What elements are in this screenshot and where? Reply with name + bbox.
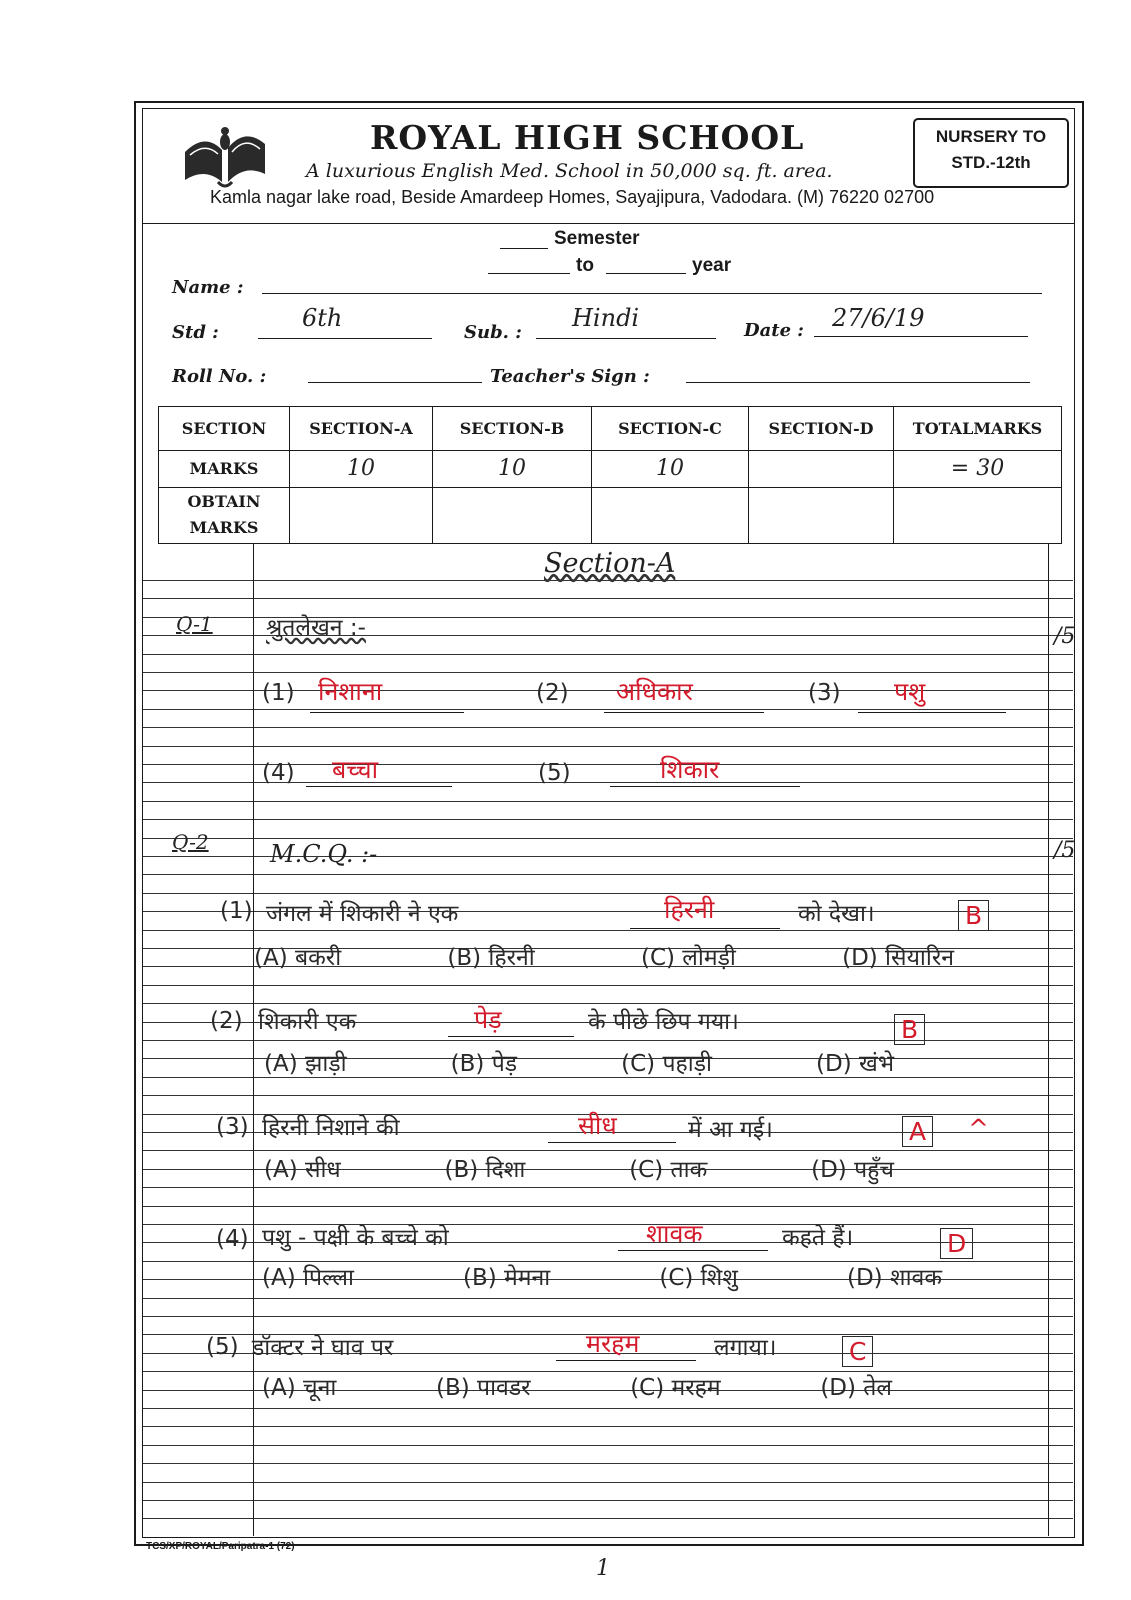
- ruled-line: [143, 1463, 1073, 1464]
- mcq-option: (B) दिशा: [444, 1157, 526, 1183]
- mcq-fill: पेड़: [474, 1005, 502, 1034]
- ruled-line: [143, 1500, 1073, 1501]
- mcq-option: (D) पहुँच: [811, 1157, 894, 1183]
- obtain-cell: [894, 487, 1062, 543]
- date-label: Date :: [744, 320, 804, 341]
- ruled-line: [143, 1040, 1073, 1041]
- ruled-line: [143, 819, 1073, 820]
- to-label: to: [576, 255, 594, 276]
- table-header-cell: SECTION-B: [433, 407, 592, 451]
- margin-line-left: [253, 544, 254, 1536]
- ruled-line: [143, 838, 1073, 839]
- date-field[interactable]: [814, 336, 1028, 337]
- teacher-sign-label: Teacher's Sign :: [490, 366, 650, 387]
- subject-value: Hindi: [572, 304, 640, 332]
- ruled-line: [143, 893, 1073, 894]
- school-name: ROYAL HIGH SCHOOL: [370, 118, 805, 157]
- ruled-line: [143, 746, 1073, 747]
- mcq-sentence-pre: पशु - पक्षी के बच्चे को: [262, 1225, 449, 1251]
- mcq-option: (A) बकरी: [254, 945, 342, 971]
- q1-marks: /5: [1054, 624, 1076, 649]
- mcq-tick-mark: ^: [968, 1114, 989, 1143]
- std-range-line1: NURSERY TO: [935, 127, 1047, 146]
- mcq-option: (C) शिशु: [659, 1265, 738, 1291]
- mcq-option: (C) लोमड़ी: [640, 945, 736, 971]
- mcq-option: (B) पावडर: [435, 1375, 531, 1401]
- mcq-option: (B) पेड़: [450, 1051, 518, 1077]
- obtain-cell: [290, 487, 433, 543]
- mcq-num: (5): [206, 1334, 239, 1360]
- page-number: 1: [596, 1556, 610, 1581]
- school-address: Kamla nagar lake road, Beside Amardeep Homes, Sayajipura, Vadodara. (M) 76220 02700: [210, 187, 935, 207]
- marks-table: [158, 406, 1062, 544]
- mcq-sentence-pre: डॉक्टर ने घाव पर: [252, 1335, 394, 1361]
- ruled-line: [143, 1408, 1073, 1409]
- std-label: Std :: [172, 322, 219, 343]
- roll-no-label: Roll No. :: [172, 366, 267, 387]
- mcq-option: (A) पिल्ला: [262, 1265, 354, 1291]
- q1-item-word: पशु: [894, 677, 926, 706]
- q2-marks: /5: [1054, 838, 1076, 863]
- school-tagline: A luxurious English Med. School in 50,000 sq. ft. area.: [306, 160, 833, 182]
- q1-item-word: निशाना: [318, 677, 383, 706]
- mcq-option: (C) मरहम: [630, 1375, 721, 1401]
- marks-cell: 10: [290, 451, 433, 487]
- mcq-options: [264, 1152, 894, 1184]
- date-value: 27/6/19: [832, 304, 925, 332]
- name-label: Name :: [172, 277, 244, 298]
- mcq-answer-box: D: [940, 1228, 973, 1259]
- q1-number: Q-1: [176, 612, 213, 636]
- q1-title: श्रुतलेखन :-: [266, 615, 366, 641]
- obtain-cell: [749, 487, 894, 543]
- mcq-sentence-pre: जंगल में शिकारी ने एक: [266, 901, 459, 927]
- name-field[interactable]: [262, 293, 1042, 294]
- ruled-line: [143, 672, 1073, 673]
- q1-item-word: शिकार: [660, 755, 720, 784]
- marks-cell: [749, 451, 894, 487]
- table-header-cell: SECTION: [159, 407, 290, 451]
- mcq-fill: शावक: [646, 1219, 703, 1248]
- q1-item-num: (5): [538, 760, 571, 786]
- q1-item-num: (2): [536, 680, 569, 706]
- ruled-line: [143, 1150, 1073, 1151]
- mcq-option: (A) सीध: [264, 1157, 341, 1183]
- std-range-line2: STD.-12th: [951, 153, 1031, 172]
- mcq-option: (B) हिरनी: [447, 945, 535, 971]
- total-marks-cell: = 30: [894, 451, 1062, 487]
- ruled-line: [143, 727, 1073, 728]
- marks-cell: 10: [592, 451, 749, 487]
- ruled-line: [143, 1445, 1073, 1446]
- section-title: Section-A: [544, 548, 676, 579]
- obtain-label-line1: OBTAIN: [187, 492, 261, 512]
- mcq-answer-box: B: [894, 1014, 925, 1045]
- subject-label: Sub. :: [464, 322, 522, 343]
- mcq-option: (D) सियारिन: [842, 945, 954, 971]
- table-header-cell: SECTION-C: [592, 407, 749, 451]
- obtain-label-line2: MARKS: [189, 518, 259, 538]
- mcq-num: (2): [210, 1008, 243, 1034]
- mcq-options: [262, 1260, 942, 1292]
- mcq-option: (C) पहाड़ी: [621, 1051, 712, 1077]
- ruled-line: [143, 1298, 1073, 1299]
- ruled-line: [143, 874, 1073, 875]
- std-field[interactable]: [258, 338, 432, 339]
- ruled-line: [143, 1095, 1073, 1096]
- mcq-option: (D) तेल: [820, 1375, 892, 1401]
- q2-number: Q-2: [172, 830, 209, 854]
- book-eagle-logo-icon: [180, 122, 270, 192]
- mcq-option: (A) झाड़ी: [264, 1051, 347, 1077]
- ruled-line: [143, 1426, 1073, 1427]
- ruled-line: [143, 1187, 1073, 1188]
- q1-item-num: (3): [808, 680, 841, 706]
- ruled-line: [143, 801, 1073, 802]
- ruled-line: [143, 580, 1073, 581]
- table-header-cell: SECTION-A: [290, 407, 433, 451]
- q2-title: M.C.Q. :-: [270, 840, 378, 868]
- mcq-sentence-pre: शिकारी एक: [258, 1009, 357, 1035]
- std-range-badge: [913, 118, 1069, 188]
- header-divider: [143, 223, 1074, 224]
- q1-item-word: अधिकार: [616, 677, 693, 706]
- mcq-sentence-post: के पीछे छिप गया।: [588, 1009, 739, 1035]
- obtain-marks-label: [159, 487, 290, 543]
- mcq-num: (3): [216, 1114, 249, 1140]
- ruled-line: [143, 1316, 1073, 1317]
- obtain-cell: [433, 487, 592, 543]
- subject-field[interactable]: [536, 338, 716, 339]
- obtain-cell: [592, 487, 749, 543]
- teacher-sign-field[interactable]: [686, 382, 1030, 383]
- year-label: year: [692, 255, 732, 276]
- mcq-options: [262, 1370, 892, 1402]
- mcq-options: [254, 940, 954, 972]
- mcq-options: [264, 1046, 894, 1078]
- ruled-line: [143, 1518, 1073, 1519]
- mcq-option: (D) शावक: [846, 1265, 942, 1291]
- mcq-sentence-post: कहते हैं।: [782, 1225, 854, 1251]
- ruled-line: [143, 709, 1073, 710]
- mcq-answer-box: B: [958, 900, 989, 931]
- form-code: TCS/XP/ROYAL/Paripatra-1 (72): [146, 1541, 295, 1552]
- marks-cell: 10: [433, 451, 592, 487]
- ruled-line: [143, 654, 1073, 655]
- mcq-answer-box: A: [902, 1116, 933, 1147]
- roll-no-field[interactable]: [308, 382, 482, 383]
- marks-row-label: MARKS: [159, 451, 290, 487]
- mcq-sentence-post: को देखा।: [798, 901, 875, 927]
- table-header-cell: TOTALMARKS: [894, 407, 1062, 451]
- mcq-num: (4): [216, 1226, 249, 1252]
- ruled-line: [143, 985, 1073, 986]
- mcq-fill: मरहम: [586, 1329, 640, 1358]
- mcq-option: (D) खंभे: [816, 1051, 894, 1077]
- mcq-option: (C) ताक: [629, 1157, 708, 1183]
- ruled-line: [143, 598, 1073, 599]
- q1-item-num: (4): [262, 760, 295, 786]
- mcq-num: (1): [220, 898, 253, 924]
- margin-line-right: [1048, 544, 1049, 1536]
- mcq-sentence-post: में आ गई।: [688, 1117, 773, 1143]
- mcq-fill: हिरनी: [664, 895, 715, 924]
- table-header-cell: SECTION-D: [749, 407, 894, 451]
- mcq-option: (A) चूना: [262, 1375, 337, 1401]
- mcq-fill: सीध: [578, 1111, 617, 1140]
- mcq-option: (B) मेमना: [463, 1265, 551, 1291]
- std-value: 6th: [302, 304, 343, 332]
- q1-item-num: (1): [262, 680, 295, 706]
- semester-label: Semester: [554, 228, 640, 249]
- mcq-sentence-post: लगाया।: [714, 1335, 777, 1361]
- ruled-line: [143, 1206, 1073, 1207]
- ruled-line: [143, 930, 1073, 931]
- mcq-sentence-pre: हिरनी निशाने की: [262, 1115, 400, 1141]
- mcq-answer-box: C: [842, 1336, 873, 1367]
- q1-item-word: बच्चा: [332, 755, 379, 784]
- ruled-line: [143, 1482, 1073, 1483]
